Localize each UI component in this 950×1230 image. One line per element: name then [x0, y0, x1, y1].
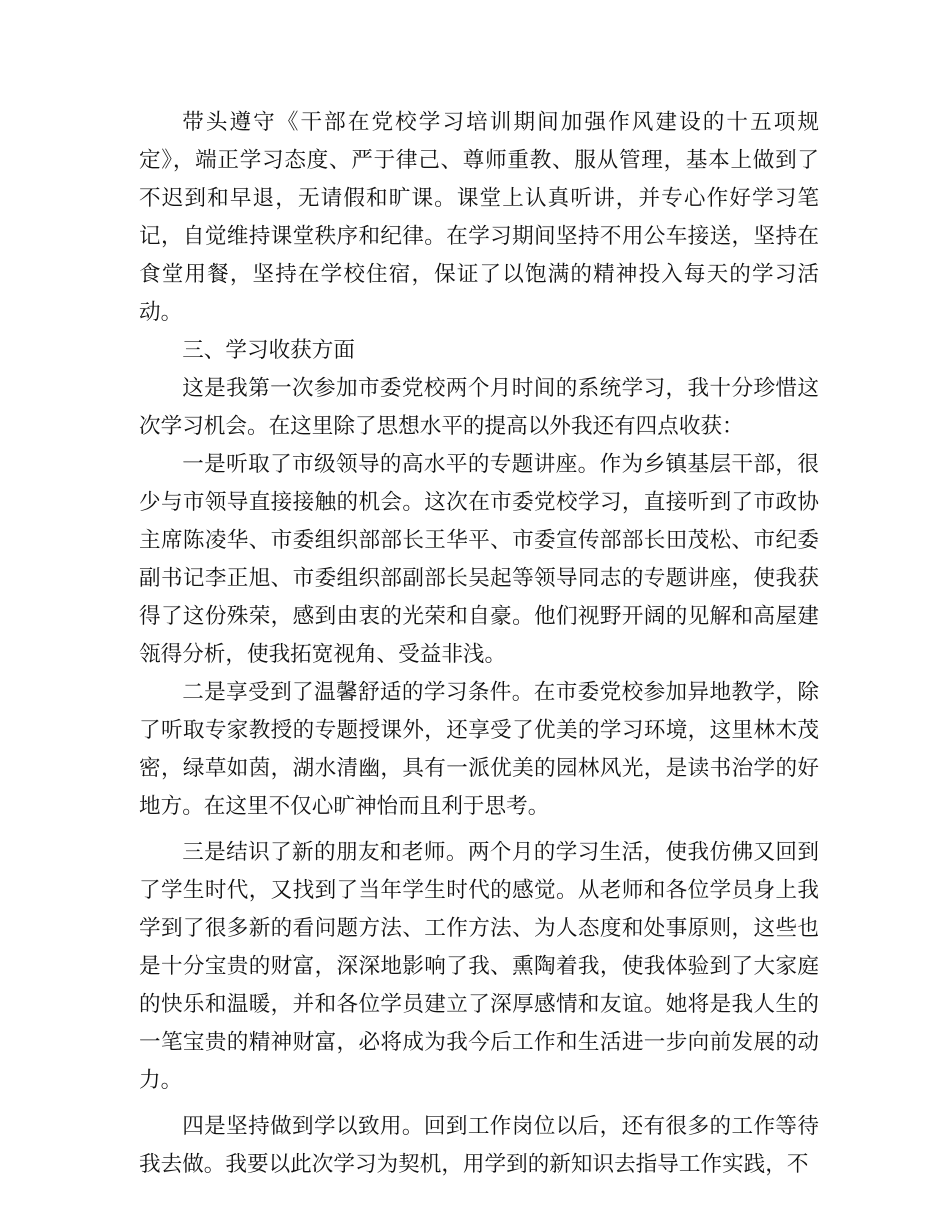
paragraph-gain-2: 二是享受到了温馨舒适的学习条件。在市委党校参加异地教学，除了听取专家教授的专题授课外，还享受了优美的学习环境，这里林木茂密，绿草如茵，湖水清幽，具有一派优美的园林风光，是读书治学的好地方。在这里不仅心旷神怡而且利于思考。 — [139, 680, 819, 819]
document-page — [139, 104, 819, 1184]
paragraph-conduct: 带头遵守《干部在党校学习培训期间加强作风建设的十五项规定》，端正学习态度、严于律己、尊师重教、服从管理，基本上做到了不迟到和早退，无请假和旷课。课堂上认真听讲，并专心作好学习笔记，自觉维持课堂秩序和纪律。在学习期间坚持不用公车接送，坚持在食堂用餐，坚持在学校住宿，保证了以饱满的精神投入每天的学习活动。 — [139, 110, 819, 325]
paragraph-intro-gains: 这是我第一次参加市委党校两个月时间的系统学习，我十分珍惜这次学习机会。在这里除了思想水平的提高以外我还有四点收获： — [139, 376, 819, 439]
paragraph-gain-1: 一是听取了市级领导的高水平的专题讲座。作为乡镇基层干部，很少与市领导直接接触的机会。这次在市委党校学习，直接听到了市政协主席陈凌华、市委组织部部长王华平、市委宣传部部长田茂松、市纪委副书记李正旭、市委组织部副部长吴起等领导同志的专题讲座，使我获得了这份殊荣，感到由衷的光荣和自豪。他们视野开阔的见解和高屋建瓴得分析，使我拓宽视角、受益非浅。 — [139, 452, 819, 667]
paragraph-gain-3: 三是结识了新的朋友和老师。两个月的学习生活，使我仿佛又回到了学生时代，又找到了当年学生时代的感觉。从老师和各位学员身上我学到了很多新的看问题方法、工作方法、为人态度和处事原则，这些也是十分宝贵的财富，深深地影响了我、熏陶着我，使我体验到了大家庭的快乐和温暖，并和各位学员建立了深厚感情和友谊。她将是我人生的一笔宝贵的精神财富，必将成为我今后工作和生活进一步向前发展的动力。 — [139, 840, 819, 1093]
section-heading-learning-gains: 三、学习收获方面 — [182, 338, 355, 363]
paragraph-gain-4: 四是坚持做到学以致用。回到工作岗位以后，还有很多的工作等待我去做。我要以此次学习为契机，用学到的新知识去指导工作实践，不 — [139, 1114, 819, 1177]
